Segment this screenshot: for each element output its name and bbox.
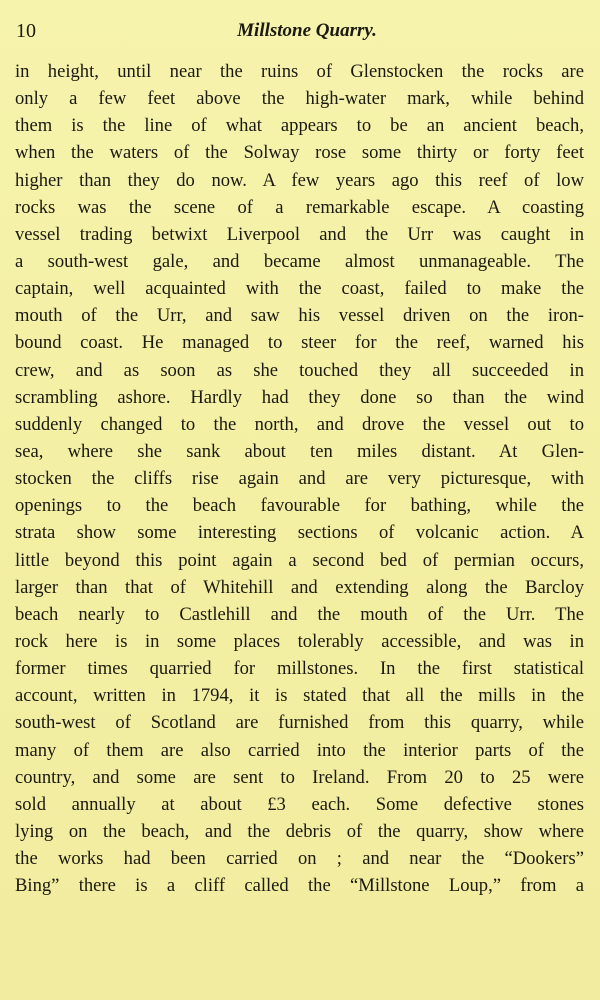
text-line: many of them are also carried into the interior parts of the: [15, 739, 584, 761]
body-text: [15, 58, 584, 899]
text-line: Bing” there is a cliff called the “Millstone Loup,” from a: [15, 875, 584, 897]
text-line: vessel trading betwixt Liverpool and the Urr was caught in: [15, 223, 584, 245]
text-line: crew, and as soon as she touched they all succeeded in: [15, 359, 584, 381]
text-line: sea, where she sank about ten miles distant. At Glen-: [15, 440, 584, 462]
text-line: lying on the beach, and the debris of the quarry, show where: [15, 820, 584, 842]
text-line: in height, until near the ruins of Glenstocken the rocks are: [15, 61, 584, 82]
text-line: higher than they do now. A few years ago this reef of low: [15, 169, 584, 191]
text-line: only a few feet above the high-water mark, while behind: [15, 88, 584, 110]
text-line: country, and some are sent to Ireland. From 20 to 25 were: [15, 766, 584, 788]
page-number: 10: [16, 20, 36, 42]
text-line: openings to the beach favourable for bathing, while the: [15, 495, 584, 517]
text-line: rock here is in some places tolerably accessible, and was in: [15, 630, 584, 652]
text-line: mouth of the Urr, and saw his vessel driven on the iron-: [15, 305, 584, 327]
text-line: beach nearly to Castlehill and the mouth of the Urr. The: [15, 603, 584, 625]
text-line: former times quarried for millstones. In the first statistical: [15, 658, 584, 680]
text-line: suddenly changed to the north, and drove the vessel out to: [15, 413, 584, 435]
page-header: [16, 18, 584, 44]
text-line: captain, well acquainted with the coast, failed to make the: [15, 278, 584, 300]
text-line: rocks was the scene of a remarkable escape. A coasting: [15, 196, 584, 218]
text-line: account, written in 1794, it is stated that all the mills in the: [15, 685, 584, 707]
text-line: sold annually at about £3 each. Some defective stones: [15, 793, 584, 815]
text-line: stocken the cliffs rise again and are very picturesque, with: [15, 468, 584, 490]
text-line: strata show some interesting sections of volcanic action. A: [15, 522, 584, 544]
text-line: bound coast. He managed to steer for the reef, warned his: [15, 332, 584, 354]
text-line: little beyond this point again a second bed of permian occurs,: [15, 549, 584, 571]
text-line: larger than that of Whitehill and extending along the Barcloy: [15, 576, 584, 598]
text-line: the works had been carried on ; and near the “Dookers”: [15, 848, 584, 870]
text-line: them is the line of what appears to be an ancient beach,: [15, 115, 584, 137]
text-line: when the waters of the Solway rose some thirty or forty feet: [15, 142, 584, 164]
running-title: Millstone Quarry.: [237, 20, 377, 41]
text-line: a south-west gale, and became almost unmanageable. The: [15, 250, 584, 272]
text-line: south-west of Scotland are furnished from this quarry, while: [15, 712, 584, 734]
text-line: scrambling ashore. Hardly had they done so than the wind: [15, 386, 584, 408]
